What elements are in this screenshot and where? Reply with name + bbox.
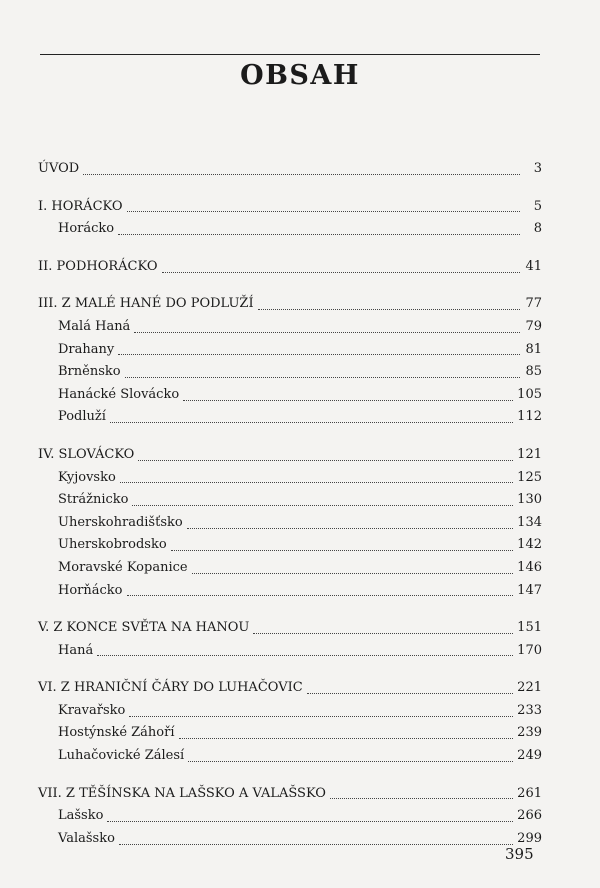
toc-entry-label: IV. SLOVÁCKO [38,446,135,462]
dot-leader [179,738,514,739]
dot-leader [107,821,513,822]
toc-chapter [38,158,542,181]
toc-subentry [38,828,542,851]
toc-section [38,677,542,767]
dot-leader [132,505,513,506]
toc-chapter [38,196,542,219]
toc-entry-page: 134 [517,514,542,530]
toc-section [38,196,542,241]
top-rule [40,54,540,55]
dot-leader [97,655,513,656]
toc-entry-page: 77 [525,296,542,312]
toc-subentry [38,467,542,490]
toc-entry-page: 121 [517,446,542,462]
toc-entry-label: Kyjovsko [58,469,116,485]
toc-entry-page: 79 [525,318,542,334]
page-number: 395 [505,845,534,863]
toc-entry-page: 125 [517,469,542,485]
toc-entry-page: 239 [517,725,542,741]
dot-leader [134,332,520,333]
toc-entry-page: 221 [517,680,542,696]
toc-entry-label: II. PODHORÁCKO [38,258,158,274]
toc-section [38,617,542,662]
toc-entry-label: Drahany [58,341,115,357]
dot-leader [119,844,513,845]
dot-leader [258,309,520,310]
toc-entry-label: Brněnsko [58,364,121,380]
toc-entry-page: 146 [517,559,542,575]
dot-leader [129,716,513,717]
toc-subentry [38,406,542,429]
toc-subentry [38,339,542,362]
toc-subentry [38,384,542,407]
dot-leader [118,234,520,235]
toc-chapter [38,444,542,467]
toc-entry-label: Uherskohradišťsko [58,514,183,530]
toc-entry-label: Moravské Kopanice [58,559,188,575]
toc-subentry [38,512,542,535]
toc-entry-page: 142 [517,537,542,553]
toc-chapter [38,293,542,316]
toc-entry-label: Kravařsko [58,702,126,718]
dot-leader [307,693,514,694]
toc-entry-page: 41 [525,258,542,274]
toc-entry-page: 105 [517,386,542,402]
toc-chapter [38,256,542,279]
toc-section [38,293,542,429]
toc-subentry [38,700,542,723]
dot-leader [110,422,513,423]
toc-entry-label: Lašsko [58,808,104,824]
toc-entry-page: 8 [533,221,542,237]
dot-leader [127,211,520,212]
toc-subentry [38,316,542,339]
toc-subentry [38,361,542,384]
toc-subentry [38,534,542,557]
toc-entry-label: Luhačovické Zálesí [58,748,185,764]
toc-entry-page: 130 [517,492,542,508]
toc-section [38,444,542,602]
toc-entry-page: 299 [517,830,542,846]
dot-leader [188,761,513,762]
toc-subentry [38,745,542,768]
toc-section [38,783,542,851]
dot-leader [183,400,513,401]
toc-entry-label: ÚVOD [38,161,80,176]
toc-entry-page: 85 [525,364,542,380]
dot-leader [127,595,514,596]
toc-entry-label: Hanácké Slovácko [58,386,180,402]
toc-entry-label: Haná [58,642,94,658]
toc-entry-label: Strážnicko [58,492,129,508]
toc-entry-page: 3 [533,161,542,176]
toc-entry-page: 81 [525,341,542,357]
toc-entry-label: Podluží [58,409,106,425]
toc-entry-page: 249 [517,748,542,764]
toc-subentry [38,580,542,603]
dot-leader [171,550,514,551]
toc-entry-label: Horácko [58,221,115,237]
toc-subentry [38,640,542,663]
dot-leader [330,798,513,799]
dot-leader [192,573,514,574]
dot-leader [83,174,520,175]
toc-section [38,256,542,279]
dot-leader [120,482,513,483]
toc-entry-label: Horňácko [58,582,123,598]
dot-leader [187,528,513,529]
toc-chapter [38,783,542,806]
toc-entry-label: Uherskobrodsko [58,537,167,553]
dot-leader [125,377,520,378]
toc-entry-page: 266 [517,808,542,824]
toc-chapter [38,617,542,640]
toc-entry-label: I. HORÁCKO [38,198,123,214]
toc-subentry [38,805,542,828]
toc-entry-label: Malá Haná [58,318,131,334]
toc-entry-page: 170 [517,642,542,658]
toc-entry-page: 151 [517,620,542,636]
toc-entry-page: 5 [533,198,542,214]
dot-leader [253,633,513,634]
dot-leader [162,272,520,273]
toc-entry-label: VII. Z TĚŠÍNSKA NA LAŠSKO A VALAŠSKO [38,785,326,801]
toc-entry-page: 147 [517,582,542,598]
toc-chapter [38,677,542,700]
toc-entry-label: V. Z KONCE SVĚTA NA HANOU [38,620,250,636]
page-title: OBSAH [240,60,360,91]
toc-subentry [38,218,542,241]
dot-leader [118,354,520,355]
toc-subentry [38,557,542,580]
toc-entry-label: Valašsko [58,830,115,846]
toc-entry-label: VI. Z HRANIČNÍ ČÁRY DO LUHAČOVIC [38,680,303,696]
toc-subentry [38,722,542,745]
toc-entry-label: III. Z MALÉ HANÉ DO PODLUŽÍ [38,296,254,312]
toc-entry-page: 261 [517,785,542,801]
table-of-contents [38,158,542,865]
toc-section [38,158,542,181]
toc-subentry [38,489,542,512]
dot-leader [138,460,513,461]
toc-entry-label: Hostýnské Záhoří [58,725,175,741]
toc-entry-page: 233 [517,702,542,718]
toc-entry-page: 112 [517,409,542,425]
